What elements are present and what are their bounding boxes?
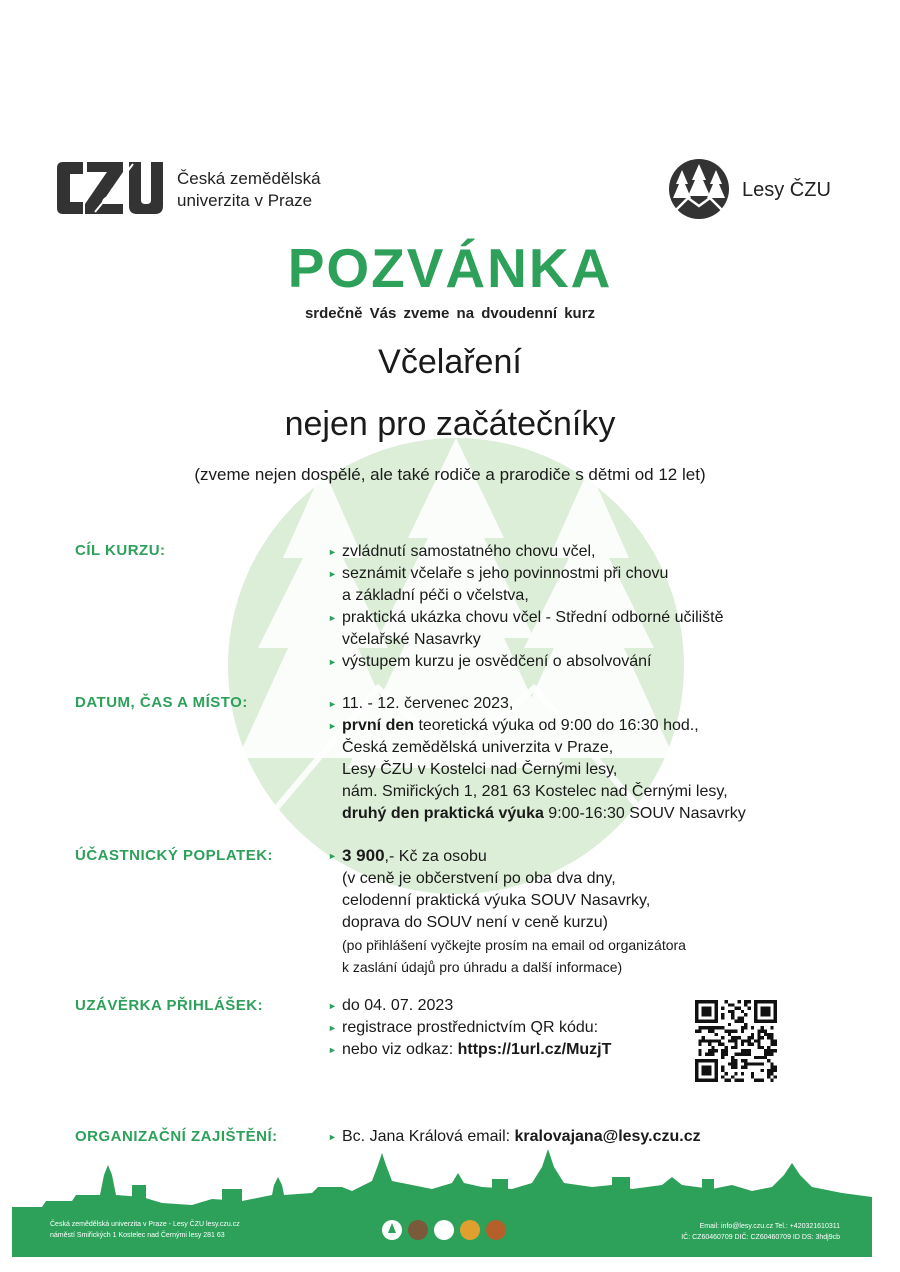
list-item: ► seznámit včelaře s jeho povinnostmi při chovu — [328, 563, 724, 585]
list-item-continuation: doprava do SOUV není v ceně kurzu) — [342, 914, 608, 931]
list-item-continuation: Česká zemědělská univerzita v Praze, — [342, 739, 614, 756]
bullet-icon: ► — [328, 1045, 337, 1055]
organizer-label: ORGANIZAČNÍ ZAJIŠTĚNÍ: — [75, 1128, 278, 1145]
list-item: ► do 04. 07. 2023 — [328, 995, 611, 1017]
list-item: ► 11. - 12. červenec 2023, — [328, 693, 746, 715]
bullet-icon: ► — [328, 657, 337, 667]
list-item: ► první den teoretická výuka od 9:00 do 16:30 hod., — [328, 715, 746, 737]
list-item-continuation: a základní péči o včelstva, — [342, 587, 529, 604]
list-item: ► výstupem kurzu je osvědčení o absolvování — [328, 651, 724, 673]
footer-address: Česká zemědělská univerzita v Praze - Lesy ČZU lesy.czu.cz náměstí Smiřických 1 Kostelec nad Černými lesy 281 63 — [50, 1221, 240, 1239]
footer-contact: Email: info@lesy.czu.cz Tel.: +420321610311 IČ: CZ60460709 DIČ: CZ60460709 ID DS: 3hdj9cb — [681, 1223, 840, 1241]
forest-name: Lesy ČZU — [742, 179, 831, 201]
qr-code-icon[interactable] — [693, 1000, 779, 1082]
list-item-continuation: (v ceně je občerstvení po oba dva dny, — [342, 870, 616, 887]
registration-link[interactable]: https://1url.cz/MuzjT — [457, 1041, 612, 1058]
university-name-line1: Česká zemědělská — [177, 169, 321, 188]
bullet-icon: ► — [328, 721, 337, 731]
list-item: ► praktická ukázka chovu včel - Střední odborné učiliště — [328, 607, 724, 629]
goal-list — [328, 541, 724, 673]
footer-icons — [382, 1218, 514, 1247]
goal-label: CÍL KURZU: — [75, 542, 166, 559]
university-name-line2: univerzita v Praze — [177, 191, 313, 210]
date-list — [328, 693, 746, 825]
list-item: ► nebo viz odkaz: https://1url.cz/MuzjT — [328, 1039, 611, 1061]
university-name — [177, 168, 321, 212]
list-item: ► zvládnutí samostatného chovu včel, — [328, 541, 724, 563]
fee-label: ÚČASTNICKÝ POPLATEK: — [75, 847, 274, 864]
bullet-icon: ► — [328, 1132, 337, 1142]
czu-logo — [55, 158, 165, 223]
bullet-icon: ► — [328, 613, 337, 623]
page-title: POZVÁNKA — [287, 237, 613, 299]
bullet-icon: ► — [328, 1001, 337, 1011]
list-item: ► 3 900,- Kč za osobu — [328, 846, 487, 865]
bullet-icon: ► — [328, 699, 337, 709]
list-item-continuation: celodenní praktická výuka SOUV Nasavrky, — [342, 892, 651, 909]
subtitle: srdečně Vás zveme na dvoudenní kurz — [304, 305, 596, 322]
fee-list — [328, 845, 686, 978]
list-item-continuation: druhý den praktická výuka 9:00-16:30 SOUV Nasavrky — [342, 805, 746, 822]
list-item-continuation: nám. Smiřických 1, 281 63 Kostelec nad Černými lesy, — [342, 783, 728, 800]
list-item-continuation: včelařské Nasavrky — [342, 631, 481, 648]
bullet-icon: ► — [328, 547, 337, 557]
deadline-list — [328, 995, 611, 1061]
bullet-icon: ► — [328, 569, 337, 579]
list-item: ► registrace prostřednictvím QR kódu: — [328, 1017, 611, 1039]
date-label: DATUM, ČAS A MÍSTO: — [75, 694, 248, 711]
bullet-icon: ► — [328, 851, 337, 861]
organizer-email-link[interactable]: kralovajana@lesy.czu.cz — [514, 1128, 701, 1145]
forest-trees-icon — [668, 158, 730, 225]
course-title-line1: Včelaření — [378, 343, 522, 381]
course-title-line2: nejen pro začátečníky — [284, 405, 616, 443]
bullet-icon: ► — [328, 1023, 337, 1033]
list-item: ► Bc. Jana Králová email: kralovajana@lesy.czu.cz — [328, 1126, 701, 1148]
deadline-label: UZÁVĚRKA PŘIHLÁŠEK: — [75, 997, 264, 1014]
list-item-continuation: Lesy ČZU v Kostelci nad Černými lesy, — [342, 761, 618, 778]
invitees-note: (zveme nejen dospělé, ale také rodiče a prarodiče s dětmi od 12 let) — [194, 465, 706, 484]
list-item-continuation: k zaslání údajů pro úhradu a další informace) — [342, 959, 623, 975]
list-item-continuation: (po přihlášení vyčkejte prosím na email od organizátora — [342, 937, 686, 953]
